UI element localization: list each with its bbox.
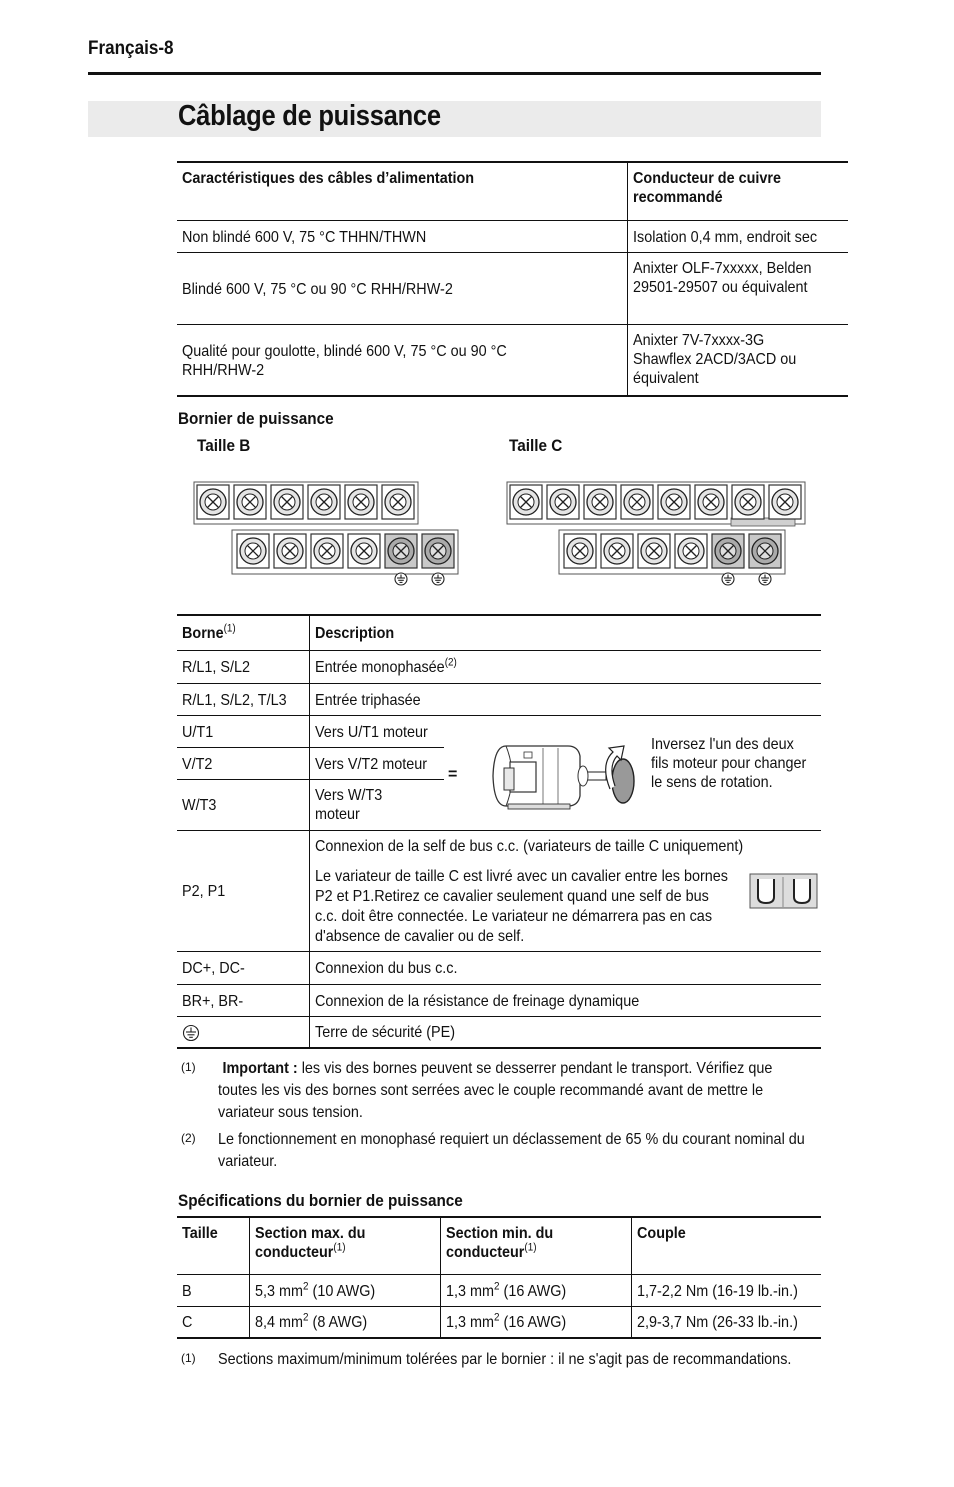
spec-header-couple: Couple bbox=[637, 1225, 687, 1242]
running-head: Français-8 bbox=[88, 38, 174, 59]
terminal-row-dc-bus-desc: Connexion du bus c.c. bbox=[315, 960, 458, 977]
terminal-row-ut1-desc: Vers U/T1 moteur bbox=[315, 723, 428, 741]
cable-table-header-characteristics: Caractéristiques des câbles d’alimentation bbox=[177, 162, 628, 220]
motor-reverse-note: Inversez l'un des deux fils moteur pour changer le sens de rotation. bbox=[651, 735, 807, 791]
terminal-row-p2p1-borne: P2, P1 bbox=[177, 830, 310, 951]
ground-icon bbox=[722, 573, 734, 585]
ground-icon bbox=[395, 573, 407, 585]
spec-row-b-taille: B bbox=[177, 1274, 250, 1306]
spec-footnote-text: Sections maximum/minimum tolérées par le bornier : il ne s'agit pas de recommandations. bbox=[218, 1351, 792, 1368]
size-c-label: Taille C bbox=[509, 436, 563, 455]
terminal-block-size-b bbox=[190, 478, 480, 590]
terminal-row-pe-desc: Terre de sécurité (PE) bbox=[315, 1024, 456, 1042]
cable-spec-table bbox=[177, 161, 848, 397]
footnote-1-mark: (1) bbox=[181, 1060, 196, 1074]
terminal-row-pe-borne bbox=[177, 1016, 310, 1048]
jumper-instructions-text: Le variateur de taille C est livré avec un cavalier entre les bornes P2 et P1.Retirez ce cavalier seulement quand une self de bus c.c. doit être connectée. Le variateur ne démarrera pas en cas d'absence de cavalier ou de self. bbox=[315, 867, 729, 945]
terminal-row-three-phase-desc: Entrée triphasée bbox=[315, 691, 421, 709]
spec-row-c-max: 8,4 $mm^2$ (8 AWG) bbox=[250, 1306, 441, 1338]
spec-row-c-couple: 2,9-3,7 Nm (26-33 lb.-in.) bbox=[637, 1314, 799, 1332]
footnote-2-text: Le fonctionnement en monophasé requiert un déclassement de 65 % du courant nominal du variateur. bbox=[218, 1131, 805, 1170]
cable-row-3-conductor: Anixter 7V-7xxxx-3G Shawflex 2ACD/3ACD ou équivalent bbox=[633, 331, 797, 387]
ground-icon bbox=[759, 573, 771, 585]
spec-header-taille: Taille bbox=[177, 1217, 250, 1274]
footnote-1-important: Important : bbox=[222, 1060, 298, 1077]
spec-row-c-taille: C bbox=[177, 1306, 250, 1338]
terminal-row-ut1-borne: U/T1 bbox=[177, 715, 310, 747]
terminal-row-wt3-borne: W/T3 bbox=[177, 779, 310, 830]
motor-icon bbox=[488, 734, 643, 814]
terminal-row-wt3-desc: Vers W/T3 moteur bbox=[315, 786, 383, 823]
terminal-row-single-phase-desc: Entrée monophasée$^{(2)}$ bbox=[315, 656, 457, 676]
cable-row-3-type: Qualité pour goulotte, blindé 600 V, 75 °C ou 90 °C RHH/RHW-2 bbox=[177, 324, 628, 396]
cable-row-2-conductor: Anixter OLF-7xxxxx, Belden 29501-29507 ou équivalent bbox=[633, 259, 812, 296]
footnote-2 bbox=[181, 1127, 821, 1173]
motor-connection-cell bbox=[310, 715, 822, 830]
footnote-1-text: les vis des bornes peuvent se desserrer pendant le transport. Vérifiez que toutes les vis des bornes sont serrées avec le couple recommandé avant de mettre le variateur sous tension. bbox=[218, 1060, 773, 1121]
spec-row-b-min: 1,3 $mm^2$ (16 AWG) bbox=[441, 1274, 632, 1306]
spec-row-b-max: 5,3 $mm^2$ (10 AWG) bbox=[250, 1274, 441, 1306]
cable-table-header-conductor: Conducteur de cuivre recommandé bbox=[633, 170, 782, 206]
spec-row-b-couple: 1,7-2,2 Nm (16-19 lb.-in.) bbox=[637, 1282, 799, 1300]
terminal-spec-table bbox=[177, 1216, 821, 1339]
size-b-label: Taille B bbox=[197, 436, 251, 455]
terminal-row-vt2-borne: V/T2 bbox=[177, 747, 310, 779]
bus-choke-connection-text: Connexion de la self de bus c.c. (variateurs de taille C uniquement) bbox=[315, 837, 744, 855]
spec-header-min: Section min. du conducteur$^{(1)}$ bbox=[441, 1217, 632, 1274]
terminal-row-p2p1-desc bbox=[310, 830, 822, 951]
spec-row-c-min: 1,3 $mm^2$ (16 AWG) bbox=[441, 1306, 632, 1338]
equals-sign: = bbox=[448, 765, 458, 783]
ground-icon bbox=[432, 573, 444, 585]
header-rule bbox=[88, 72, 821, 75]
terminal-row-three-phase-borne: R/L1, S/L2, T/L3 bbox=[177, 683, 310, 715]
footnote-1 bbox=[181, 1056, 821, 1126]
terminal-row-brake-borne: BR+, BR- bbox=[177, 984, 310, 1016]
spec-table-heading: Spécifications du bornier de puissance bbox=[178, 1191, 463, 1210]
terminal-table-header-borne: Borne$^{(1)}$ bbox=[177, 615, 310, 650]
terminal-row-brake-desc: Connexion de la résistance de freinage dynamique bbox=[315, 992, 640, 1010]
footnote-2-mark: (2) bbox=[181, 1131, 196, 1145]
cable-row-1-conductor: Isolation 0,4 mm, endroit sec bbox=[633, 228, 818, 246]
cable-row-2-type: Blindé 600 V, 75 °C ou 90 °C RHH/RHW-2 bbox=[177, 252, 628, 324]
spec-header-max: Section max. du conducteur$^{(1)}$ bbox=[250, 1217, 441, 1274]
jumper-icon bbox=[749, 873, 819, 911]
terminal-table-header-description: Description bbox=[315, 625, 395, 643]
terminal-block-heading: Bornier de puissance bbox=[178, 409, 334, 428]
spec-footnote bbox=[181, 1347, 821, 1393]
terminal-row-dc-bus-borne: DC+, DC- bbox=[177, 951, 310, 984]
terminal-row-vt2-desc: Vers V/T2 moteur bbox=[315, 755, 428, 773]
page-title: Câblage de puissance bbox=[178, 100, 441, 132]
cable-row-1-type: Non blindé 600 V, 75 °C THHN/THWN bbox=[177, 220, 628, 252]
spec-footnote-mark: (1) bbox=[181, 1351, 196, 1365]
terminal-description-table bbox=[177, 614, 821, 1049]
ground-icon bbox=[182, 1024, 200, 1042]
terminal-row-single-phase-borne: R/L1, S/L2 bbox=[177, 650, 310, 683]
terminal-block-size-c bbox=[503, 478, 813, 590]
